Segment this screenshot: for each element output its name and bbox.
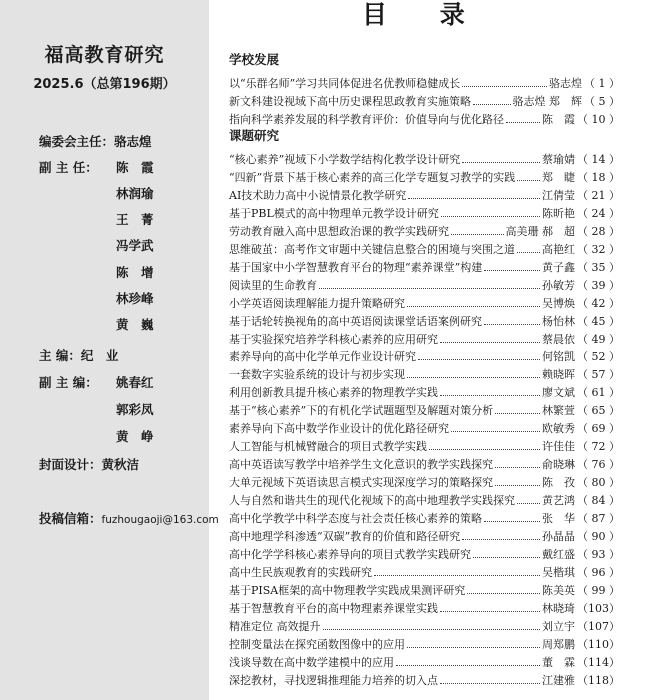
entry-author: 陈 霞 (542, 112, 575, 126)
entry-author: 江建雅 (542, 673, 575, 687)
toc-entry[interactable] (229, 523, 620, 543)
leader-dots (374, 559, 540, 576)
entry-page: （ 28 ） (577, 224, 620, 238)
leader-dots (407, 361, 540, 378)
entry-title: 基于话轮转换视角的高中英语阅读课堂话语案例研究 (229, 314, 482, 328)
entry-page: （ 93 ） (577, 547, 620, 561)
entry-page: （ 1 ） (584, 77, 620, 90)
toc-entry[interactable] (229, 451, 620, 472)
leader-dots (429, 433, 540, 450)
leader-dots (396, 649, 540, 666)
entry-title: 阅读里的生命教育 (229, 278, 317, 292)
entry-page: （ 49 ） (577, 332, 620, 346)
entry-page: （ 42 ） (577, 296, 620, 310)
entry-title: 小学英语阅读理解能力提升策略研究 (229, 296, 405, 310)
entry-title: 指向科学素养发展的科学教育评价：价值导向与优化路径 (229, 112, 504, 126)
entry-title: 基于PBL模式的高中物理单元教学设计研究 (229, 206, 439, 220)
leader-dots (473, 88, 511, 105)
entry-page: （ 80 ） (577, 476, 620, 490)
entry-title: 精准定位 高效提升 (229, 619, 321, 633)
entry-page: （ 39 ） (577, 278, 620, 292)
entry-title: 基于实验探究培养学科核心素养的应用研究 (229, 332, 438, 346)
leader-dots (462, 70, 547, 87)
entry-page: （ 35 ） (577, 260, 620, 274)
entry-page: （ 69 ） (577, 422, 620, 436)
leader-dots (495, 397, 540, 414)
entry-page: （118） (577, 673, 620, 687)
toc-entry[interactable] (229, 577, 620, 597)
deputy-heads-label: 副 主 任： (39, 160, 98, 175)
section-heading: 课题研究 (229, 128, 280, 143)
toc-entry[interactable] (229, 254, 620, 274)
toc-entry[interactable] (229, 415, 620, 436)
entry-author: 廖文斌 (542, 386, 575, 400)
entry-author: 孙敏芳 (542, 278, 575, 292)
entry-author: 蔡晨依 (542, 332, 575, 346)
entry-page: （ 18 ） (577, 170, 620, 184)
toc-entry[interactable] (229, 487, 620, 508)
leader-dots (451, 218, 504, 235)
entry-author: 高艳红 (542, 242, 575, 256)
toc-entry[interactable] (229, 469, 620, 490)
cover-designer-label: 封面设计： (39, 457, 102, 472)
masthead-sidebar (0, 0, 219, 700)
entry-title: 人与自然和谐共生的现代化视域下的高中地理教学实践探究 (229, 494, 515, 508)
entry-author: 黄艺鸿 (542, 494, 575, 508)
entry-title: 高中生民族观教育的实践研究 (229, 565, 372, 579)
leader-dots (495, 469, 540, 486)
entry-author: 杨怡林 (542, 314, 575, 328)
entry-author: 周郑鹏 (542, 637, 575, 651)
toc-entry[interactable] (229, 218, 620, 238)
entry-author: 吴博焕 (542, 296, 575, 310)
entry-title: 高中英语读写教学中培养学生文化意识的教学实践探究 (229, 458, 493, 472)
entry-page: （ 52 ） (577, 350, 620, 364)
entry-page: （ 21 ） (577, 188, 620, 202)
entry-title: “核心素养”视域下小学数学结构化教学设计研究 (229, 153, 461, 166)
leader-dots (451, 415, 540, 432)
toc-entry[interactable] (229, 146, 620, 166)
leader-dots (484, 254, 540, 271)
leader-dots (440, 595, 540, 612)
editor-in-chief (39, 348, 118, 364)
leader-dots (517, 236, 540, 253)
entry-author: 何铭凯 (542, 350, 575, 364)
leader-dots (506, 106, 540, 123)
entry-page: （ 10 ） (577, 112, 620, 126)
toc-entry[interactable] (229, 631, 620, 651)
deputy-editor-name: 姚春红 (116, 375, 154, 390)
leader-dots (495, 451, 540, 468)
entry-title: 基于“核心素养”下的有机化学试题题型及解题对策分析 (229, 404, 494, 418)
leader-dots (467, 577, 540, 594)
entry-author: 郑 睫 (542, 170, 575, 184)
toc-entry[interactable] (229, 541, 620, 561)
entry-title: 高中化学学科核心素养导向的项目式教学实践研究 (229, 547, 471, 561)
entry-title: 大单元视域下英语读思言模式实现深度学习的策略探究 (229, 476, 493, 490)
submission-label: 投稿信箱： (39, 511, 102, 526)
entry-author: 陈昕艳 (542, 206, 575, 220)
toc-entry[interactable] (229, 164, 620, 184)
leader-dots (418, 343, 540, 360)
leader-dots (484, 308, 540, 325)
entry-author: 林繁萱 (542, 404, 575, 418)
entry-title: 一套数字实验系统的设计与初步实现 (229, 368, 405, 382)
entry-page: （ 45 ） (577, 314, 620, 328)
entry-author: 戴红盛 (542, 547, 575, 561)
entry-author: 刘立宇 (542, 619, 575, 633)
entry-title: 深挖教材，寻找逻辑推理能力培养的切入点 (229, 673, 438, 687)
entry-title: 高中地理学科渗透“双碳”教育的价值和路径研究 (229, 530, 461, 543)
entry-author: 许佳佳 (542, 440, 575, 454)
issue-number: 2025.6（总第196期） (33, 77, 176, 92)
deputy-editor-name: 黄 峥 (116, 429, 154, 444)
entry-page: （ 14 ） (577, 153, 620, 166)
toc-entry[interactable] (229, 649, 620, 669)
entry-title: “四新”背景下基于核心素养的高三化学专题复习教学的实践 (229, 170, 516, 184)
toc-entry[interactable] (229, 613, 620, 633)
entry-page: （ 99 ） (577, 583, 620, 597)
entry-author: 陈 孜 (542, 476, 575, 490)
toc-entry[interactable] (229, 308, 620, 328)
leader-dots (517, 487, 540, 504)
toc-entry[interactable] (229, 667, 620, 687)
entry-title: 新文科建设视域下高中历史课程思政教育实施策略 (229, 95, 471, 108)
deputy-editors-label: 副 主 编： (39, 375, 98, 390)
entry-author: 赖晓晖 (542, 368, 575, 382)
entry-page: （ 24 ） (577, 206, 620, 220)
entry-title: AI技术助力高中小说情景化教学研究 (229, 188, 407, 202)
entry-page: （110） (577, 637, 620, 651)
entry-title: 素养导向的高中化学单元作业设计研究 (229, 350, 416, 364)
entry-author: 吴楷琪 (542, 565, 575, 579)
entry-author: 林晓琦 (542, 601, 575, 615)
toc-entry[interactable] (229, 397, 620, 418)
entry-author: 江倩莹 (542, 188, 575, 202)
toc-entry[interactable] (229, 272, 620, 292)
entry-author: 董 霖 (542, 655, 575, 669)
deputy-head-name: 林珍峰 (116, 291, 154, 306)
cover-designer-name: 黄秋洁 (101, 457, 140, 472)
leader-dots (440, 667, 540, 684)
entry-author: 高美珊 郝 超 (505, 224, 575, 238)
leader-dots (323, 613, 541, 630)
journal-name: 福高教育研究 (44, 44, 165, 66)
entry-title: 基于PISA框架的高中物理教学实践成果测评研究 (229, 583, 466, 597)
entry-author: 骆志煌 郑 辉 (512, 95, 582, 108)
editor-in-chief-name: 纪 业 (80, 348, 119, 363)
leader-dots (319, 272, 540, 289)
entry-page: （ 5 ） (584, 95, 620, 108)
toc-entry[interactable] (229, 200, 620, 220)
leader-dots (440, 379, 540, 396)
leader-dots (440, 326, 540, 343)
toc-entry[interactable] (229, 182, 620, 202)
entry-page: （ 87 ） (577, 512, 620, 525)
entry-author: 陈美英 (542, 583, 575, 597)
entry-author: 俞晓琳 (542, 458, 575, 472)
submission-email-address[interactable]: fuzhougaoji@163.com (101, 514, 219, 526)
toc-entry[interactable] (229, 343, 620, 364)
leader-dots (441, 200, 540, 217)
entry-page: （ 90 ） (577, 530, 620, 543)
entry-page: （114） (577, 655, 620, 669)
entry-title: 浅谈导数在高中数学建模中的应用 (229, 655, 394, 669)
leader-dots (407, 631, 540, 648)
deputy-head-name: 黄 巍 (116, 317, 154, 332)
toc-entry[interactable] (229, 236, 620, 256)
entry-page: （ 84 ） (577, 494, 620, 508)
toc-entry[interactable] (229, 433, 620, 454)
entry-page: （ 32 ） (577, 242, 620, 256)
leader-dots (407, 290, 540, 307)
entry-author: 孙晶晶 (542, 530, 575, 543)
submission-email (39, 511, 219, 528)
editor-in-chief-label: 主 编： (39, 348, 81, 363)
entry-title: 以“乐群名师”学习共同体促进名优教师稳健成长 (229, 77, 461, 90)
entry-page: （ 61 ） (577, 386, 620, 400)
deputy-head-name: 冯学武 (116, 238, 154, 253)
toc-title: 目 录 (362, 0, 487, 29)
leader-dots (408, 182, 540, 199)
section-heading: 学校发展 (229, 52, 280, 67)
cover-designer (39, 457, 139, 473)
toc-entry[interactable] (229, 559, 620, 579)
entry-title: 基于智慧教育平台的高中物理素养课堂实践 (229, 601, 438, 615)
leader-dots (473, 541, 540, 558)
editorial-head-name: 骆志煌 (114, 134, 152, 149)
entry-author: 张 华 (542, 512, 575, 525)
entry-author: 骆志煌 (549, 77, 582, 90)
entry-title: 控制变量法在探究函数图像中的应用 (229, 637, 405, 651)
entry-title: 高中化学教学中科学态度与社会责任核心素养的策略 (229, 512, 482, 525)
entry-title: 素养导向下高中数学作业设计的优化路径研究 (229, 422, 449, 436)
editorial-head-label: 编委会主任： (39, 134, 115, 149)
entry-page: （ 72 ） (577, 440, 620, 454)
toc-entry[interactable] (229, 70, 620, 90)
toc-entry[interactable] (229, 595, 620, 615)
entry-page: （ 76 ） (577, 458, 620, 472)
entry-title: 思维破茧：高考作文审题中关键信息整合的困境与突围之道 (229, 242, 515, 256)
entry-page: （ 96 ） (577, 565, 620, 579)
leader-dots (462, 146, 540, 163)
editorial-head (39, 134, 152, 150)
toc-entry[interactable] (229, 106, 620, 126)
toc-entry[interactable] (229, 88, 620, 108)
entry-title: 人工智能与机械臂融合的项目式教学实践 (229, 440, 427, 454)
deputy-head-name: 陈 霞 (116, 160, 154, 175)
leader-dots (484, 505, 540, 522)
entry-page: （ 65 ） (577, 404, 620, 418)
toc-entry[interactable] (229, 505, 620, 525)
leader-dots (462, 523, 540, 540)
toc-entry[interactable] (229, 290, 620, 310)
deputy-editor-name: 郭彩凤 (116, 402, 154, 417)
toc-entry[interactable] (229, 326, 620, 346)
entry-author: 欧敏秀 (542, 422, 575, 436)
deputy-head-name: 林润瑜 (116, 186, 154, 201)
deputy-head-name: 陈 增 (116, 265, 154, 280)
toc-entry[interactable] (229, 379, 620, 400)
entry-title: 利用创新教具提升核心素养的物理教学实践 (229, 386, 438, 400)
entry-page: （103） (577, 601, 620, 615)
entry-author: 黄子鑫 (542, 260, 575, 274)
entry-page: （107） (577, 619, 620, 633)
deputy-head-name: 王 菁 (116, 212, 154, 227)
toc-entry[interactable] (229, 361, 620, 382)
entry-page: （ 57 ） (577, 368, 620, 382)
entry-title: 劳动教育融入高中思想政治课的教学实践研究 (229, 224, 449, 238)
entry-title: 基于国家中小学智慧教育平台的物理“素养课堂”构建 (229, 260, 483, 274)
leader-dots (517, 164, 540, 181)
entry-author: 蔡瑜婧 (542, 153, 575, 166)
